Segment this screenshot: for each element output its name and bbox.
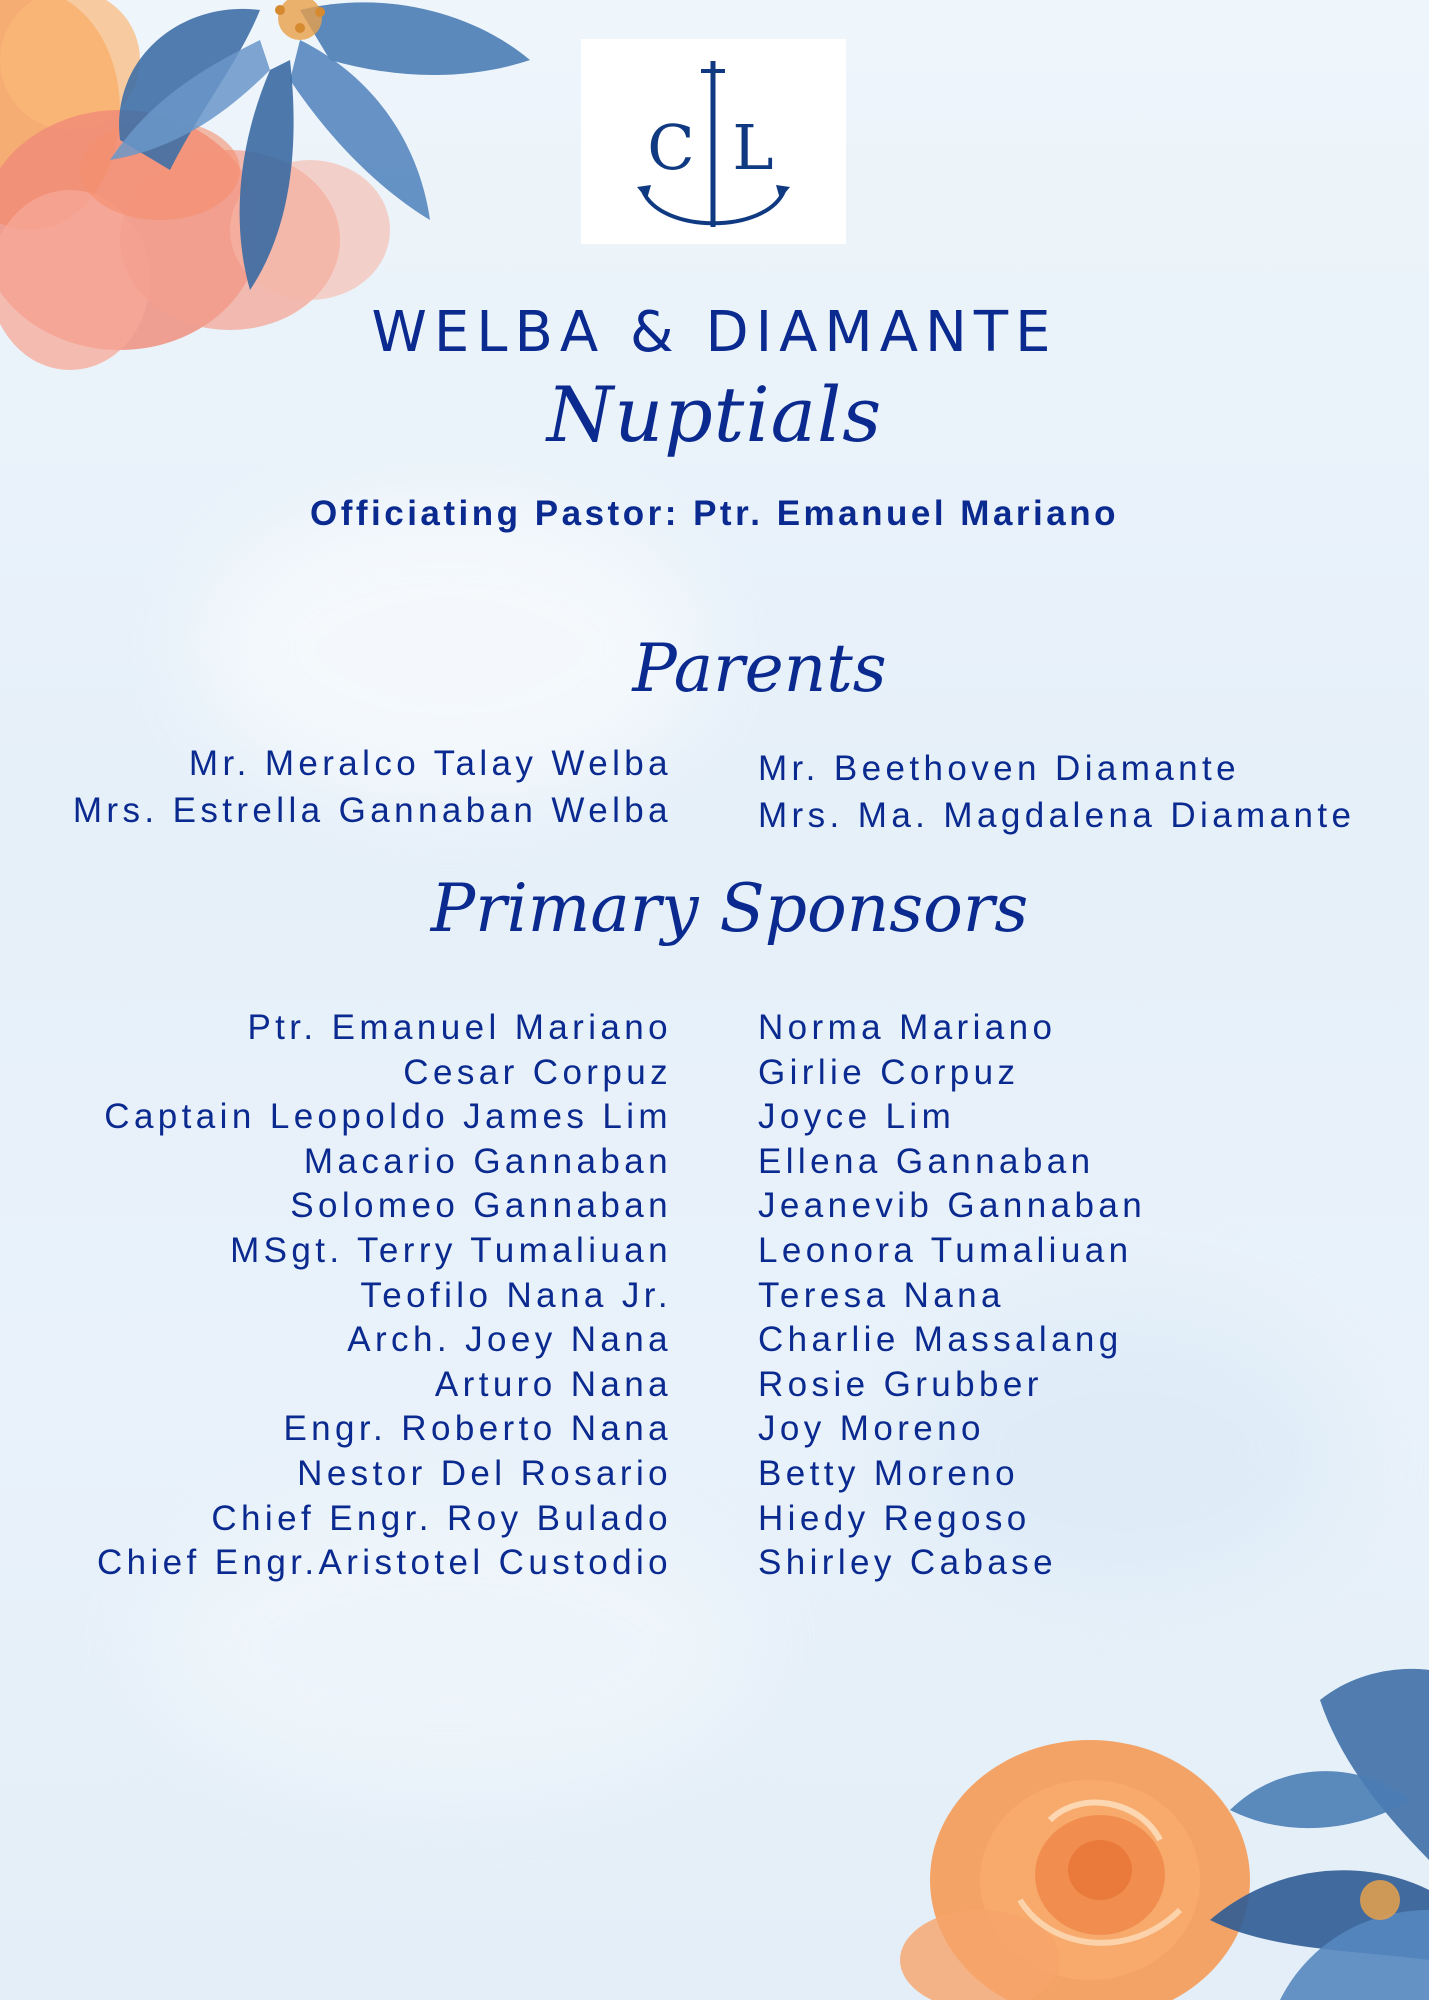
- nuptials-script-heading: Nuptials: [546, 370, 883, 459]
- list-item: Captain Leopoldo James Lim: [104, 1097, 672, 1137]
- list-item: Mr. Meralco Talay Welba: [188, 744, 672, 783]
- list-item: Betty Moreno: [758, 1453, 1019, 1493]
- list-item: Leonora Tumaliuan: [758, 1230, 1133, 1270]
- list-item: Girlie Corpuz: [758, 1052, 1020, 1092]
- list-item: Ellena Gannaban: [758, 1141, 1095, 1181]
- list-item: Norma Mariano: [758, 1008, 1057, 1047]
- monogram-letter-right: L: [732, 111, 774, 184]
- officiating-pastor-line: Officiating Pastor: Ptr. Emanuel Mariano: [309, 494, 1120, 533]
- groom-parents-list: [73, 740, 672, 834]
- list-item: Mr. Beethoven Diamante: [758, 749, 1241, 788]
- list-item: Nestor Del Rosario: [297, 1453, 672, 1493]
- list-item: Mrs. Ma. Magdalena Diamante: [758, 796, 1356, 835]
- list-item: Arch. Joey Nana: [347, 1320, 672, 1360]
- parents-heading: Parents: [632, 630, 887, 707]
- list-item: Shirley Cabase: [758, 1543, 1057, 1583]
- female-sponsors-list: [758, 1006, 1146, 1586]
- couple-names-title: WELBA & DIAMANTE: [371, 300, 1058, 365]
- list-item: Charlie Massalang: [758, 1320, 1123, 1360]
- list-item: Rosie Grubber: [758, 1364, 1043, 1404]
- list-item: MSgt. Terry Tumaliuan: [230, 1230, 672, 1270]
- male-sponsors-list: [97, 1006, 672, 1586]
- list-item: Chief Engr. Roy Bulado: [211, 1498, 672, 1538]
- list-item: Teofilo Nana Jr.: [360, 1275, 672, 1315]
- list-item: Hiedy Regoso: [758, 1498, 1031, 1538]
- list-item: Solomeo Gannaban: [290, 1186, 672, 1226]
- monogram-letter-left: C: [647, 111, 695, 184]
- list-item: Joy Moreno: [758, 1409, 985, 1449]
- bride-parents-list: [758, 745, 1355, 839]
- list-item: Teresa Nana: [758, 1275, 1005, 1315]
- list-item: Chief Engr.Aristotel Custodio: [96, 1543, 672, 1583]
- bottom-right-flowers-decoration: [900, 1660, 1429, 2000]
- list-item: Arturo Nana: [434, 1364, 672, 1404]
- list-item: Joyce Lim: [758, 1097, 956, 1137]
- list-item: Jeanevib Gannaban: [758, 1186, 1147, 1226]
- primary-sponsors-heading: Primary Sponsors: [430, 870, 1029, 947]
- list-item: Cesar Corpuz: [403, 1052, 672, 1092]
- list-item: Ptr. Emanuel Mariano: [247, 1008, 672, 1047]
- list-item: Macario Gannaban: [303, 1141, 672, 1181]
- list-item: Engr. Roberto Nana: [283, 1409, 672, 1449]
- monogram-logo: [581, 39, 846, 244]
- list-item: Mrs. Estrella Gannaban Welba: [72, 791, 672, 830]
